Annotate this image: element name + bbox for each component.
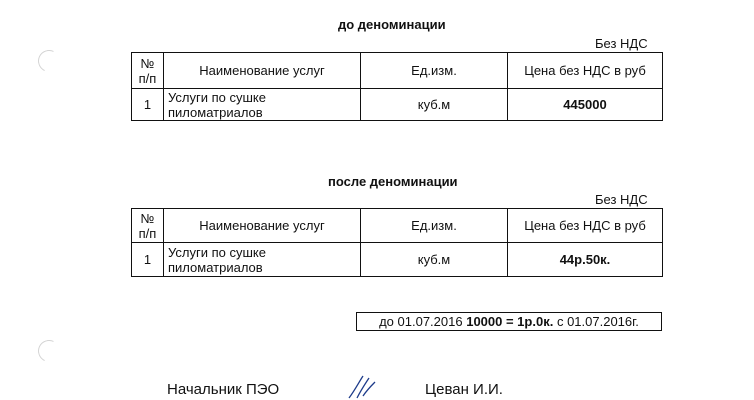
col-header-price: Цена без НДС в руб [508,209,663,243]
table-row [132,243,663,277]
col-header-unit: Ед.изм. [361,53,508,89]
signature-name: Цеван И.И. [425,381,503,398]
section-heading-after: после деноминации [328,174,458,189]
cell-price: 44р.50к. [508,243,663,277]
punch-hole-mark [35,47,63,75]
cell-unit: куб.м [361,89,508,121]
col-header-unit: Ед.изм. [361,209,508,243]
rate-suffix: с 01.07.2016г. [556,314,639,329]
col-header-service: Наименование услуг [164,53,361,89]
vat-note-before: Без НДС [595,36,648,51]
cell-service: Услуги по сушке пиломатриалов [164,243,361,277]
cell-price: 445000 [508,89,663,121]
denomination-rate-note [356,312,662,331]
cell-number: 1 [132,243,164,277]
col-header-number: № п/п [132,209,164,243]
rate-prefix: до 01.07.2016 [379,314,463,329]
price-table-before [131,52,663,121]
table-header-row [132,53,663,89]
col-header-number: № п/п [132,53,164,89]
signature-position: Начальник ПЭО [167,381,280,398]
handwritten-signature [345,372,385,400]
col-header-service: Наименование услуг [164,209,361,243]
table-row [132,89,663,121]
vat-note-after: Без НДС [595,192,648,207]
col-header-price: Цена без НДС в руб [508,53,663,89]
punch-hole-mark [35,337,63,365]
price-table-after [131,208,663,277]
cell-service: Услуги по сушке пиломатриалов [164,89,361,121]
rate-emphasis: 10000 = 1р.0к. [466,314,554,329]
table-header-row [132,209,663,243]
cell-unit: куб.м [361,243,508,277]
cell-number: 1 [132,89,164,121]
section-heading-before: до деноминации [338,17,446,32]
